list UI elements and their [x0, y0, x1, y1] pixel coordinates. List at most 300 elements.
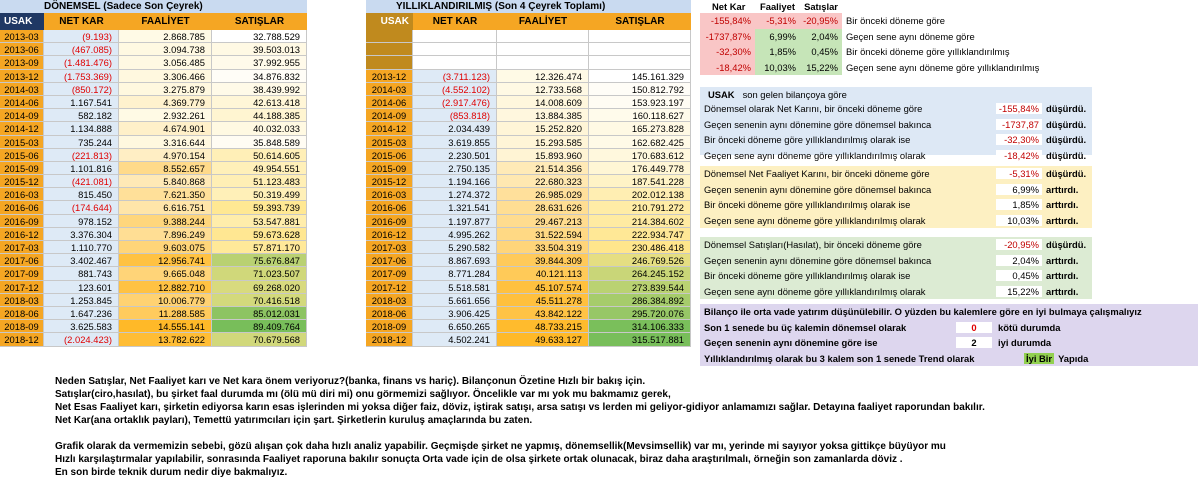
satislar-cell: 162.682.425	[589, 136, 691, 149]
net-kar-cell: 3.619.855	[413, 136, 497, 149]
faaliyet-cell	[497, 43, 589, 56]
date-cell: 2017-03	[0, 241, 44, 254]
summary-value: 2,04%	[800, 29, 842, 45]
faaliyet-cell: 14.555.141	[119, 320, 212, 333]
net-kar-cell: 2.034.439	[413, 122, 497, 135]
net-kar-cell: 4.502.241	[413, 333, 497, 346]
header-faaliyet: FAALİYET	[141, 16, 190, 27]
date-cell: 2018-12	[0, 333, 44, 346]
table-row	[366, 281, 691, 294]
comment-line	[700, 182, 1092, 198]
faaliyet-cell: 7.621.350	[119, 188, 212, 201]
satislar-cell	[589, 56, 691, 69]
header-usak: USAK	[0, 13, 44, 30]
satislar-cell: 75.676.847	[212, 254, 307, 267]
comment-value: 0,45%	[996, 270, 1042, 281]
table-row	[366, 149, 691, 162]
summary-row	[700, 29, 1200, 45]
note-line: Hızlı karşılaştırmalar yapılabilir, sonrasında Faaliyet raporuna bakılır sonuçta Orta vade için de olsa şirkete ortak olunacak, biraz daha araştırılmalı, örneğin son zamanlarda döviz .	[55, 454, 903, 465]
date-cell: 2013-09	[0, 56, 44, 69]
left-table	[0, 0, 307, 347]
comment-verb: düşürdü.	[1046, 103, 1087, 115]
date-cell: 2013-06	[0, 43, 44, 56]
date-cell: 2018-06	[0, 307, 44, 320]
comment-text: Geçen senenin aynı dönemine göre dönemsel bakınca	[704, 118, 932, 130]
date-cell: 2014-09	[0, 109, 44, 122]
net-kar-cell: 4.995.262	[413, 228, 497, 241]
faaliyet-cell: 14.008.609	[497, 96, 589, 109]
table-row	[0, 201, 307, 214]
net-kar-cell: 1.647.236	[44, 307, 119, 320]
faaliyet-cell: 10.006.779	[119, 294, 212, 307]
faaliyet-cell: 40.121.113	[497, 267, 589, 280]
faaliyet-cell: 28.631.626	[497, 201, 589, 214]
net-kar-cell: (421.081)	[44, 175, 119, 188]
date-cell: 2016-09	[366, 215, 413, 228]
date-cell: 2015-12	[366, 175, 413, 188]
summary-value: -5,31%	[755, 13, 800, 29]
net-kar-cell: 881.743	[44, 267, 119, 280]
table-row	[0, 254, 307, 267]
faaliyet-cell: 12.882.710	[119, 281, 212, 294]
faaliyet-cell: 7.896.249	[119, 228, 212, 241]
satislar-cell: 50.319.499	[212, 188, 307, 201]
comment-value: -32,30%	[996, 134, 1042, 145]
faaliyet-cell: 45.107.574	[497, 281, 589, 294]
right-table-body	[366, 30, 691, 347]
net-kar-cell: 1.134.888	[44, 122, 119, 135]
net-kar-cell: (1.481.476)	[44, 56, 119, 69]
comment-text: Geçen sene aynı döneme göre yıllıklandırılmış olarak	[704, 285, 926, 297]
comment-line	[700, 284, 1092, 300]
netkar-box-head	[700, 87, 1092, 101]
comment-line	[700, 132, 1092, 148]
satislar-cell: 150.812.792	[589, 83, 691, 96]
comment-text: Bir önceki döneme göre yıllıklandırılmış olarak ise	[704, 134, 911, 146]
faaliyet-lines	[700, 166, 1092, 228]
net-kar-cell: 1.197.877	[413, 215, 497, 228]
header-usak: USAK	[366, 13, 413, 30]
table-row	[0, 162, 307, 175]
satislar-cell: 295.720.076	[589, 307, 691, 320]
net-kar-cell: 6.650.265	[413, 320, 497, 333]
comment-value: 1,85%	[996, 199, 1042, 210]
satislar-cell	[589, 43, 691, 56]
satislar-cell: 187.541.228	[589, 175, 691, 188]
date-cell: 2013-12	[366, 70, 413, 83]
table-row	[0, 96, 307, 109]
faaliyet-cell: 39.844.309	[497, 254, 589, 267]
summary-value: -32,30%	[700, 44, 755, 60]
net-kar-cell: 735.244	[44, 136, 119, 149]
date-cell: 2014-06	[366, 96, 413, 109]
faaliyet-cell: 6.616.751	[119, 201, 212, 214]
faaliyet-cell: 15.252.820	[497, 122, 589, 135]
satislar-cell: 37.992.955	[212, 56, 307, 69]
faaliyet-cell: 3.056.485	[119, 56, 212, 69]
faaliyet-cell: 22.680.323	[497, 175, 589, 188]
comment-text: Geçen senenin aynı dönemine göre dönemsel bakınca	[704, 254, 932, 266]
net-kar-cell: 8.771.284	[413, 267, 497, 280]
date-cell: 2018-09	[0, 320, 44, 333]
satislar-cell: 176.449.778	[589, 162, 691, 175]
faaliyet-cell: 12.956.741	[119, 254, 212, 267]
date-cell: 2015-03	[0, 136, 44, 149]
summary-label: Bir önceki döneme göre yıllıklandırılmış	[846, 46, 1010, 57]
net-kar-cell: 2.230.501	[413, 149, 497, 162]
satislar-cell: 286.384.892	[589, 294, 691, 307]
date-cell: 2017-06	[0, 254, 44, 267]
table-row	[366, 96, 691, 109]
satislar-cell: 165.273.828	[589, 122, 691, 135]
bilanco-good-count: 2	[956, 337, 992, 348]
header-net-kar: NET KAR	[432, 16, 478, 27]
faaliyet-cell: 13.884.385	[497, 109, 589, 122]
net-kar-cell: 1.167.541	[44, 96, 119, 109]
comment-value: 2,04%	[996, 255, 1042, 266]
table-row	[0, 43, 307, 56]
comment-line	[700, 117, 1092, 133]
summary-label: Geçen sene aynı döneme göre yıllıklandırılmış	[846, 61, 1040, 73]
table-row	[366, 201, 691, 214]
net-kar-cell: (853.818)	[413, 109, 497, 122]
right-table-title: YILLIKLANDIRILMIŞ (Son 4 Çeyrek Toplamı)	[366, 0, 691, 13]
company-code: USAK	[708, 88, 735, 100]
satislar-cell: 59.393.739	[212, 201, 307, 214]
summary-value: 6,99%	[755, 29, 800, 45]
net-kar-cell: (850.172)	[44, 83, 119, 96]
satislar-cell	[589, 30, 691, 43]
table-row	[366, 333, 691, 346]
net-kar-cell: 582.182	[44, 109, 119, 122]
date-cell: 2018-03	[366, 294, 413, 307]
date-cell: 2018-03	[0, 294, 44, 307]
table-row	[366, 241, 691, 254]
faaliyet-cell: 12.733.568	[497, 83, 589, 96]
summary-row	[700, 13, 1200, 29]
date-cell: 2017-12	[0, 281, 44, 294]
faaliyet-cell: 12.326.474	[497, 70, 589, 83]
summary-header	[700, 0, 1200, 13]
table-row	[0, 307, 307, 320]
summary-label: Bir önceki döneme göre	[846, 15, 946, 26]
summary-row	[700, 60, 1200, 76]
note-line: Neden Satışlar, Net Faaliyet karı ve Net kara önem veriyoruz?(banka, finans vs hariç). Bilançonun Özetine Hızlı bir bakış için.	[55, 376, 646, 387]
table-row	[366, 30, 691, 43]
left-table-title: DÖNEMSEL (Sadece Son Çeyrek)	[0, 0, 307, 13]
faaliyet-cell: 3.306.466	[119, 70, 212, 83]
table-row	[0, 175, 307, 188]
satislar-cell: 70.416.518	[212, 294, 307, 307]
net-kar-cell: (3.711.123)	[413, 70, 497, 83]
comment-verb: düşürdü.	[1046, 168, 1087, 180]
net-kar-cell: (467.085)	[44, 43, 119, 56]
satislar-cell: 59.673.628	[212, 228, 307, 241]
net-kar-cell: (2.917.476)	[413, 96, 497, 109]
comment-line	[700, 237, 1092, 253]
table-row	[0, 70, 307, 83]
right-table-header	[366, 13, 691, 30]
table-row	[366, 307, 691, 320]
faaliyet-cell: 11.288.585	[119, 307, 212, 320]
summary-header-netkar: Net Kar	[712, 1, 746, 12]
comment-text: Geçen senenin aynı dönemine göre dönemsel bakınca	[704, 183, 932, 195]
date-cell: 2013-03	[0, 30, 44, 43]
right-table	[366, 0, 691, 347]
bilanco-line-2: Son 1 senede bu üç kalemin dönemsel olarak 0 kötü durumda	[704, 321, 1061, 333]
net-kar-cell: 3.376.304	[44, 228, 119, 241]
net-kar-cell: 8.867.693	[413, 254, 497, 267]
comment-text: Dönemsel olarak Net Karını, bir önceki döneme göre	[704, 103, 923, 115]
comment-value: -18,42%	[996, 150, 1042, 161]
summary-value: -20,95%	[800, 13, 842, 29]
net-kar-cell	[413, 56, 497, 69]
satislar-cell: 38.439.992	[212, 83, 307, 96]
date-cell: 2017-12	[366, 281, 413, 294]
comment-verb: arttırdı.	[1046, 270, 1079, 282]
bilanco-box	[700, 304, 1198, 366]
net-kar-cell: 3.402.467	[44, 254, 119, 267]
comment-verb: düşürdü.	[1046, 118, 1087, 130]
comment-verb: düşürdü.	[1046, 239, 1087, 251]
comment-value: -5,31%	[996, 168, 1042, 179]
date-cell: 2016-12	[366, 228, 413, 241]
table-row	[0, 122, 307, 135]
summary-label: Geçen sene aynı döneme göre	[846, 30, 975, 42]
summary-value: -18,42%	[700, 60, 755, 76]
date-cell: 2013-12	[0, 70, 44, 83]
net-kar-cell: 978.152	[44, 215, 119, 228]
comment-verb: arttırdı.	[1046, 214, 1079, 226]
note-line: Grafik olarak da vermemizin sebebi, gözü alışan çok daha hızlı analiz yapabilir. Geçmişde şirket ne yapmış, dönemsellik(Mevsimsellik) var mı, yerinde mi sayıyor yoksa gittikçe büyüyor mu	[55, 441, 946, 452]
table-row	[0, 215, 307, 228]
table-row	[0, 320, 307, 333]
faaliyet-cell: 4.369.779	[119, 96, 212, 109]
faaliyet-cell: 2.932.261	[119, 109, 212, 122]
satislar-cell: 71.023.507	[212, 267, 307, 280]
table-row	[366, 175, 691, 188]
table-row	[0, 56, 307, 69]
table-row	[366, 109, 691, 122]
satislar-cell: 314.106.333	[589, 320, 691, 333]
satislar-cell: 35.848.589	[212, 136, 307, 149]
date-cell: 2018-12	[366, 333, 413, 346]
date-cell: 2017-09	[366, 267, 413, 280]
net-kar-cell: 5.290.582	[413, 241, 497, 254]
faaliyet-cell: 26.985.029	[497, 188, 589, 201]
date-cell: 2016-06	[366, 201, 413, 214]
faaliyet-cell: 45.511.278	[497, 294, 589, 307]
note-line	[55, 427, 985, 440]
comment-value: -155,84%	[996, 103, 1042, 114]
header-satislar: SATIŞLAR	[615, 16, 665, 27]
comment-line	[700, 197, 1092, 213]
date-cell: 2014-03	[366, 83, 413, 96]
satislar-cell: 40.032.033	[212, 122, 307, 135]
faaliyet-cell: 29.467.213	[497, 215, 589, 228]
net-kar-cell: (221.813)	[44, 149, 119, 162]
table-row	[366, 228, 691, 241]
comment-value: 6,99%	[996, 184, 1042, 195]
table-row	[366, 254, 691, 267]
comment-value: -1737,87	[996, 119, 1042, 130]
note-line: Satışlar(ciro,hasılat), bu şirket faal durumda mı (ölü mü diri mi) onu görmemizi sağlıyor. Öncelikle var mı yok mu bakmamız gerek,	[55, 389, 671, 400]
satis-lines	[700, 237, 1092, 299]
satislar-cell: 222.934.747	[589, 228, 691, 241]
table-row	[366, 43, 691, 56]
comment-value: -20,95%	[996, 239, 1042, 250]
summary-header-satislar: Satışlar	[804, 1, 838, 12]
table-row	[366, 136, 691, 149]
table-row	[0, 294, 307, 307]
satislar-cell: 85.012.031	[212, 307, 307, 320]
date-cell: 2015-03	[366, 136, 413, 149]
satislar-cell: 210.791.272	[589, 201, 691, 214]
net-kar-cell	[413, 43, 497, 56]
comment-line	[700, 253, 1092, 269]
satislar-cell: 214.384.602	[589, 215, 691, 228]
satislar-cell: 264.245.152	[589, 267, 691, 280]
date-cell: 2017-03	[366, 241, 413, 254]
summary-body	[700, 13, 1200, 75]
bilanco-line-4: Yıllıklandırılmış olarak bu 3 kalem son 1 senede Trend olarak İyi Bir Yapıda	[704, 352, 1089, 364]
satislar-cell: 70.679.568	[212, 333, 307, 346]
satislar-cell: 69.268.020	[212, 281, 307, 294]
satislar-cell: 315.517.881	[589, 333, 691, 346]
trend-badge: İyi Bir	[1026, 352, 1053, 364]
netkar-lines	[700, 101, 1092, 163]
satislar-cell: 42.613.418	[212, 96, 307, 109]
net-kar-cell: 123.601	[44, 281, 119, 294]
net-kar-cell: 5.518.581	[413, 281, 497, 294]
comment-verb: arttırdı.	[1046, 254, 1079, 266]
faaliyet-cell: 9.388.244	[119, 215, 212, 228]
faaliyet-cell: 4.970.154	[119, 149, 212, 162]
comment-text: Bir önceki döneme göre yıllıklandırılmış olarak ise	[704, 199, 911, 211]
summary-header-faaliyet: Faaliyet	[760, 1, 795, 12]
summary-value: -155,84%	[700, 13, 755, 29]
satislar-cell: 246.769.526	[589, 254, 691, 267]
faaliyet-cell: 43.842.122	[497, 307, 589, 320]
satislar-cell: 230.486.418	[589, 241, 691, 254]
table-row	[0, 136, 307, 149]
date-cell: 2015-06	[0, 149, 44, 162]
satislar-cell: 32.788.529	[212, 30, 307, 43]
net-kar-cell	[413, 30, 497, 43]
net-kar-cell: (174.644)	[44, 201, 119, 214]
faaliyet-cell	[497, 56, 589, 69]
faaliyet-box	[700, 166, 1092, 228]
faaliyet-cell: 3.316.644	[119, 136, 212, 149]
date-cell	[366, 30, 413, 43]
satislar-cell: 160.118.627	[589, 109, 691, 122]
head-subtitle: son gelen bilançoya göre	[742, 88, 847, 100]
satislar-cell: 50.614.605	[212, 149, 307, 162]
table-row	[0, 228, 307, 241]
faaliyet-cell: 49.633.127	[497, 333, 589, 346]
table-row	[366, 83, 691, 96]
comment-text: Geçen sene aynı döneme göre yıllıklandırılmış olarak	[704, 149, 926, 161]
date-cell: 2016-09	[0, 215, 44, 228]
net-kar-cell: 1.110.770	[44, 241, 119, 254]
satislar-cell: 49.954.551	[212, 162, 307, 175]
header-net-kar: NET KAR	[59, 16, 104, 27]
net-kar-cell: 3.906.425	[413, 307, 497, 320]
table-row	[0, 267, 307, 280]
net-kar-cell: 815.450	[44, 188, 119, 201]
date-cell: 2014-12	[366, 122, 413, 135]
comment-text: Dönemsel Satışları(Hasılat), bir önceki döneme göre	[704, 239, 922, 251]
bilanco-line-1: Bilanço ile orta vade yatırım düşünülebilir. O yüzden bu kalemlere göre en iyi bulmaya çalışmalıyız	[704, 306, 1142, 318]
date-cell: 2014-09	[366, 109, 413, 122]
comment-value: 15,22%	[996, 286, 1042, 297]
satislar-cell: 53.547.881	[212, 215, 307, 228]
faaliyet-cell: 9.603.075	[119, 241, 212, 254]
note-line: Net Kar(ana ortaklık payları), Temettü yatırımcıları için şart. Şirketlerin kuruluş amaçlarında bu zaten.	[55, 415, 533, 426]
summary-value: 15,22%	[800, 60, 842, 76]
table-row	[0, 333, 307, 346]
date-cell: 2015-06	[366, 149, 413, 162]
net-kar-cell: 2.750.135	[413, 162, 497, 175]
table-row	[0, 281, 307, 294]
comment-line	[700, 213, 1092, 229]
table-row	[366, 215, 691, 228]
date-cell: 2018-09	[366, 320, 413, 333]
left-table-header	[0, 13, 307, 30]
satislar-cell: 51.123.483	[212, 175, 307, 188]
date-cell: 2014-12	[0, 122, 44, 135]
comment-line	[700, 101, 1092, 117]
comment-verb: düşürdü.	[1046, 149, 1087, 161]
faaliyet-cell: 31.522.594	[497, 228, 589, 241]
table-row	[366, 122, 691, 135]
table-row	[0, 241, 307, 254]
date-cell: 2016-06	[0, 201, 44, 214]
bilanco-bad-count: 0	[956, 322, 992, 333]
faaliyet-cell: 8.552.657	[119, 162, 212, 175]
net-kar-cell: 5.661.656	[413, 294, 497, 307]
header-faaliyet: FAALİYET	[518, 16, 568, 27]
date-cell: 2016-03	[366, 188, 413, 201]
table-row	[366, 294, 691, 307]
faaliyet-cell: 33.504.319	[497, 241, 589, 254]
bilanco-line-3: Geçen senenin aynı dönemine göre ise 2 iyi durumda	[704, 337, 1052, 349]
summary-table	[700, 0, 1200, 75]
left-table-body	[0, 30, 307, 347]
satislar-cell: 39.503.013	[212, 43, 307, 56]
table-row	[366, 320, 691, 333]
date-cell: 2014-03	[0, 83, 44, 96]
comment-verb: arttırdı.	[1046, 199, 1079, 211]
net-kar-cell: 1.274.372	[413, 188, 497, 201]
faaliyet-cell: 21.514.356	[497, 162, 589, 175]
satislar-cell: 145.161.329	[589, 70, 691, 83]
table-row	[366, 162, 691, 175]
faaliyet-cell: 3.094.738	[119, 43, 212, 56]
table-row	[0, 83, 307, 96]
comment-text: Dönemsel Net Faaliyet Karını, bir önceki döneme göre	[704, 168, 930, 180]
table-row	[0, 30, 307, 43]
satislar-cell: 89.409.764	[212, 320, 307, 333]
faaliyet-cell: 15.893.960	[497, 149, 589, 162]
notes-text	[55, 375, 985, 479]
satislar-cell: 34.876.832	[212, 70, 307, 83]
satislar-cell: 57.871.170	[212, 241, 307, 254]
comment-line	[700, 166, 1092, 182]
table-row	[366, 267, 691, 280]
satislar-cell: 44.188.385	[212, 109, 307, 122]
satislar-cell: 202.012.138	[589, 188, 691, 201]
